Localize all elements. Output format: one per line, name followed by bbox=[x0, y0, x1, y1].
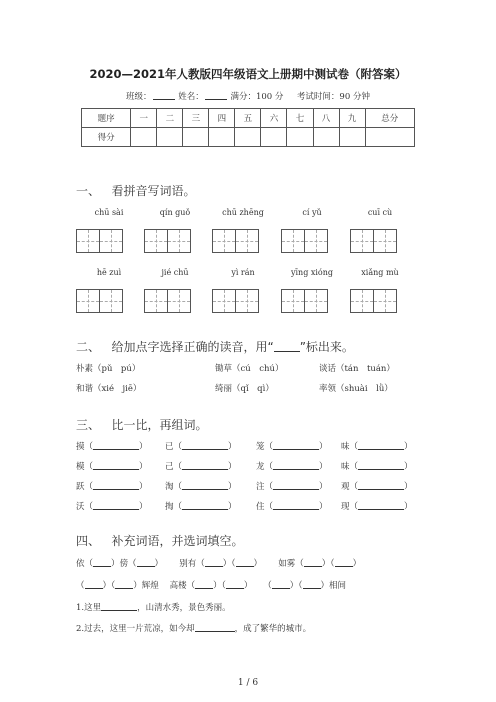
compare-item bbox=[341, 500, 413, 512]
pinyin-label: xiǎng mù bbox=[361, 268, 399, 277]
fill-blank[interactable] bbox=[236, 558, 254, 567]
fill-row-1 bbox=[76, 557, 361, 569]
answer-blank[interactable] bbox=[273, 481, 319, 490]
compare-char: 跃（ bbox=[76, 482, 94, 492]
writing-box[interactable] bbox=[167, 289, 191, 313]
fill-text: ）傍（ bbox=[111, 559, 137, 569]
compare-item bbox=[341, 460, 413, 472]
section-2-title-start: 给加点字选择正确的读音，用“ bbox=[111, 340, 274, 354]
score-header-cell: 五 bbox=[235, 109, 261, 128]
writing-box[interactable] bbox=[76, 289, 100, 313]
score-header-cell: 三 bbox=[183, 109, 209, 128]
sentence-2 bbox=[76, 622, 311, 634]
close-paren: ） bbox=[139, 482, 148, 492]
exam-time: 考试时间：90 分钟 bbox=[296, 92, 370, 102]
answer-blank[interactable] bbox=[93, 461, 139, 470]
writing-box[interactable] bbox=[144, 289, 168, 313]
fill-text: ） bbox=[154, 559, 164, 569]
fill-text: 依（ bbox=[76, 559, 94, 569]
pinyin-label: hē zuì bbox=[96, 268, 122, 277]
compare-item bbox=[341, 480, 413, 492]
close-paren: ） bbox=[139, 462, 148, 472]
score-header-cell: 一 bbox=[131, 109, 157, 128]
compare-char: 住（ bbox=[256, 502, 274, 512]
compare-char: 淘（ bbox=[165, 482, 183, 492]
writing-box[interactable] bbox=[99, 229, 123, 253]
score-cell[interactable] bbox=[261, 128, 287, 147]
sentence-1 bbox=[76, 601, 231, 613]
answer-blank[interactable] bbox=[358, 461, 404, 470]
exam-info bbox=[0, 90, 496, 102]
pinyin-label: jié chū bbox=[161, 268, 189, 277]
fill-blank[interactable] bbox=[85, 580, 103, 589]
score-cell[interactable] bbox=[209, 128, 235, 147]
close-paren: ） bbox=[404, 462, 413, 472]
compare-char: 注（ bbox=[256, 482, 274, 492]
score-header-cell: 题序 bbox=[82, 109, 131, 128]
fill-blank[interactable] bbox=[93, 558, 111, 567]
answer-blank[interactable] bbox=[93, 481, 139, 490]
writing-box[interactable] bbox=[212, 289, 236, 313]
writing-box[interactable] bbox=[350, 289, 374, 313]
fill-text: 如雾（ bbox=[278, 559, 304, 569]
close-paren: ） bbox=[404, 502, 413, 512]
fill-text: ） bbox=[352, 559, 362, 569]
compare-item bbox=[256, 460, 328, 472]
compare-item bbox=[76, 500, 148, 512]
sentence-blank[interactable] bbox=[101, 602, 137, 611]
writing-box[interactable] bbox=[99, 289, 123, 313]
pinyin-label: chū sài bbox=[94, 208, 124, 217]
compare-char: 味（ bbox=[341, 462, 359, 472]
compare-item bbox=[76, 440, 148, 452]
compare-item bbox=[165, 440, 237, 452]
compare-char: 已（ bbox=[165, 442, 183, 452]
answer-blank[interactable] bbox=[182, 441, 228, 450]
page-title: 2020—2021年人教版四年级语文上册期中测试卷（附答案） bbox=[89, 67, 407, 81]
reading-item: 率领（shuài lǜ） bbox=[319, 384, 393, 394]
answer-blank[interactable] bbox=[358, 481, 404, 490]
fill-text: ）（ bbox=[321, 559, 335, 569]
fill-row-2 bbox=[76, 579, 346, 591]
writing-box[interactable] bbox=[373, 229, 397, 253]
section-2-heading bbox=[76, 338, 354, 355]
fill-blank[interactable] bbox=[205, 558, 223, 567]
fill-text: （ bbox=[263, 581, 272, 591]
fill-blank[interactable] bbox=[115, 580, 133, 589]
score-header-cell: 八 bbox=[313, 109, 339, 128]
close-paren: ） bbox=[228, 442, 237, 452]
section-2-title-end: ”标出来。 bbox=[299, 340, 354, 354]
score-cell[interactable] bbox=[183, 128, 209, 147]
answer-blank[interactable] bbox=[182, 481, 228, 490]
sentence-text: ，成了繁华的城市。 bbox=[234, 624, 312, 634]
page-number: 1 / 6 bbox=[237, 678, 259, 688]
mark-blank bbox=[274, 343, 300, 352]
writing-box[interactable] bbox=[304, 289, 328, 313]
score-cell[interactable] bbox=[287, 128, 313, 147]
close-paren: ） bbox=[319, 442, 328, 452]
close-paren: ） bbox=[319, 462, 328, 472]
fill-text: 高楼（ bbox=[169, 581, 196, 591]
reading-item: 和谐（xié jiē） bbox=[76, 384, 142, 394]
compare-item bbox=[76, 480, 148, 492]
answer-blank[interactable] bbox=[273, 461, 319, 470]
writing-box[interactable] bbox=[350, 229, 374, 253]
pinyin-label: qín guǒ bbox=[159, 208, 191, 217]
fill-text: ） bbox=[253, 559, 263, 569]
fill-text: （ bbox=[76, 581, 85, 591]
section-3-title: 比一比，再组词。 bbox=[111, 418, 208, 432]
answer-blank[interactable] bbox=[182, 461, 228, 470]
compare-char: 沃（ bbox=[76, 502, 94, 512]
score-header-cell: 二 bbox=[157, 109, 183, 128]
score-header-cell: 九 bbox=[339, 109, 365, 128]
fill-text: ）（ bbox=[102, 581, 116, 591]
class-blank bbox=[153, 91, 175, 100]
writing-box[interactable] bbox=[235, 229, 259, 253]
fill-blank[interactable] bbox=[304, 558, 322, 567]
close-paren: ） bbox=[404, 482, 413, 492]
compare-char: 观（ bbox=[341, 482, 359, 492]
fill-text: ）辉煌 bbox=[133, 581, 159, 591]
close-paren: ） bbox=[319, 502, 328, 512]
close-paren: ） bbox=[228, 502, 237, 512]
close-paren: ） bbox=[404, 442, 413, 452]
fill-text: ） bbox=[243, 581, 253, 591]
pinyin-label: yīng xióng bbox=[290, 268, 334, 277]
full-score: 满分：100 分 bbox=[230, 92, 284, 102]
score-cell[interactable] bbox=[313, 128, 339, 147]
sentence-blank[interactable] bbox=[195, 623, 235, 632]
pinyin-label: cí yǔ bbox=[302, 208, 322, 217]
fill-blank[interactable] bbox=[335, 558, 353, 567]
name-blank bbox=[205, 91, 227, 100]
sentence-text: 1.这里 bbox=[76, 603, 102, 613]
writing-box[interactable] bbox=[281, 229, 305, 253]
close-paren: ） bbox=[319, 482, 328, 492]
reading-item: 谈话（tán tuán） bbox=[319, 364, 395, 374]
compare-item bbox=[256, 500, 328, 512]
class-label: 班级： bbox=[126, 92, 152, 102]
reading-item: 朴素（pǔ pú） bbox=[76, 364, 141, 374]
close-paren: ） bbox=[228, 482, 237, 492]
fill-blank[interactable] bbox=[137, 558, 155, 567]
compare-char: 笼（ bbox=[256, 442, 274, 452]
writing-box[interactable] bbox=[235, 289, 259, 313]
score-header-cell: 六 bbox=[261, 109, 287, 128]
score-row bbox=[82, 128, 415, 147]
writing-box[interactable] bbox=[167, 229, 191, 253]
compare-char: 味（ bbox=[341, 442, 359, 452]
score-header-cell: 总分 bbox=[365, 109, 414, 128]
score-header-row bbox=[82, 109, 415, 128]
score-cell[interactable] bbox=[365, 128, 414, 147]
score-cell[interactable] bbox=[131, 128, 157, 147]
close-paren: ） bbox=[139, 502, 148, 512]
writing-box[interactable] bbox=[304, 229, 328, 253]
score-row-label: 得分 bbox=[82, 128, 131, 147]
compare-item bbox=[256, 480, 328, 492]
score-cell[interactable] bbox=[339, 128, 365, 147]
fill-blank[interactable] bbox=[272, 580, 290, 589]
score-header-cell: 七 bbox=[287, 109, 313, 128]
fill-text: ）相间 bbox=[320, 581, 347, 591]
writing-box[interactable] bbox=[76, 229, 100, 253]
score-cell[interactable] bbox=[157, 128, 183, 147]
answer-blank[interactable] bbox=[273, 441, 319, 450]
sentence-text: 2.过去，这里一片荒凉，如今却 bbox=[76, 624, 195, 634]
compare-item bbox=[256, 440, 328, 452]
pinyin-label: cuī cù bbox=[367, 208, 393, 217]
compare-char: 模（ bbox=[76, 462, 94, 472]
answer-blank[interactable] bbox=[358, 501, 404, 510]
close-paren: ） bbox=[228, 462, 237, 472]
pinyin-label: chū zhēng bbox=[222, 208, 264, 217]
compare-char: 龙（ bbox=[256, 462, 274, 472]
section-2-number: 二、 bbox=[76, 340, 101, 354]
answer-blank[interactable] bbox=[93, 501, 139, 510]
compare-char: 摸（ bbox=[76, 442, 94, 452]
answer-blank[interactable] bbox=[182, 501, 228, 510]
fill-blank[interactable] bbox=[226, 580, 244, 589]
fill-blank[interactable] bbox=[195, 580, 213, 589]
score-table bbox=[81, 108, 415, 147]
compare-char: 己（ bbox=[165, 462, 183, 472]
answer-blank[interactable] bbox=[273, 501, 319, 510]
compare-item bbox=[341, 440, 413, 452]
reading-item: 锄草（cú chú） bbox=[215, 364, 284, 374]
section-1-title: 看拼音写词语。 bbox=[111, 184, 196, 198]
close-paren: ） bbox=[139, 442, 148, 452]
compare-item bbox=[165, 480, 237, 492]
compare-item bbox=[165, 500, 237, 512]
compare-char: 现（ bbox=[341, 502, 359, 512]
writing-box[interactable] bbox=[144, 229, 168, 253]
name-label: 姓名： bbox=[178, 92, 204, 102]
section-3-number: 三、 bbox=[76, 418, 101, 432]
compare-char: 掏（ bbox=[165, 502, 183, 512]
writing-box[interactable] bbox=[212, 229, 236, 253]
compare-item bbox=[165, 460, 237, 472]
writing-box[interactable] bbox=[281, 289, 305, 313]
pinyin-label: yì rán bbox=[231, 268, 255, 277]
section-1-number: 一、 bbox=[76, 184, 101, 198]
writing-box[interactable] bbox=[373, 289, 397, 313]
compare-item bbox=[76, 460, 148, 472]
answer-blank[interactable] bbox=[358, 441, 404, 450]
fill-text: 别有（ bbox=[179, 559, 205, 569]
reading-item: 绮丽（qǐ qì） bbox=[215, 384, 274, 394]
score-header-cell: 四 bbox=[209, 109, 235, 128]
fill-text: ）（ bbox=[213, 581, 226, 591]
section-4-title: 补充词语，并选词填空。 bbox=[111, 534, 244, 548]
section-4-number: 四、 bbox=[76, 534, 101, 548]
section-4-heading bbox=[76, 532, 243, 549]
section-3-heading bbox=[76, 416, 207, 433]
fill-text: ）（ bbox=[289, 581, 303, 591]
section-1-heading bbox=[76, 182, 195, 199]
sentence-text: ，山清水秀，景色秀丽。 bbox=[137, 603, 231, 613]
fill-text: ）（ bbox=[222, 559, 236, 569]
answer-blank[interactable] bbox=[93, 441, 139, 450]
fill-blank[interactable] bbox=[303, 580, 321, 589]
score-cell[interactable] bbox=[235, 128, 261, 147]
